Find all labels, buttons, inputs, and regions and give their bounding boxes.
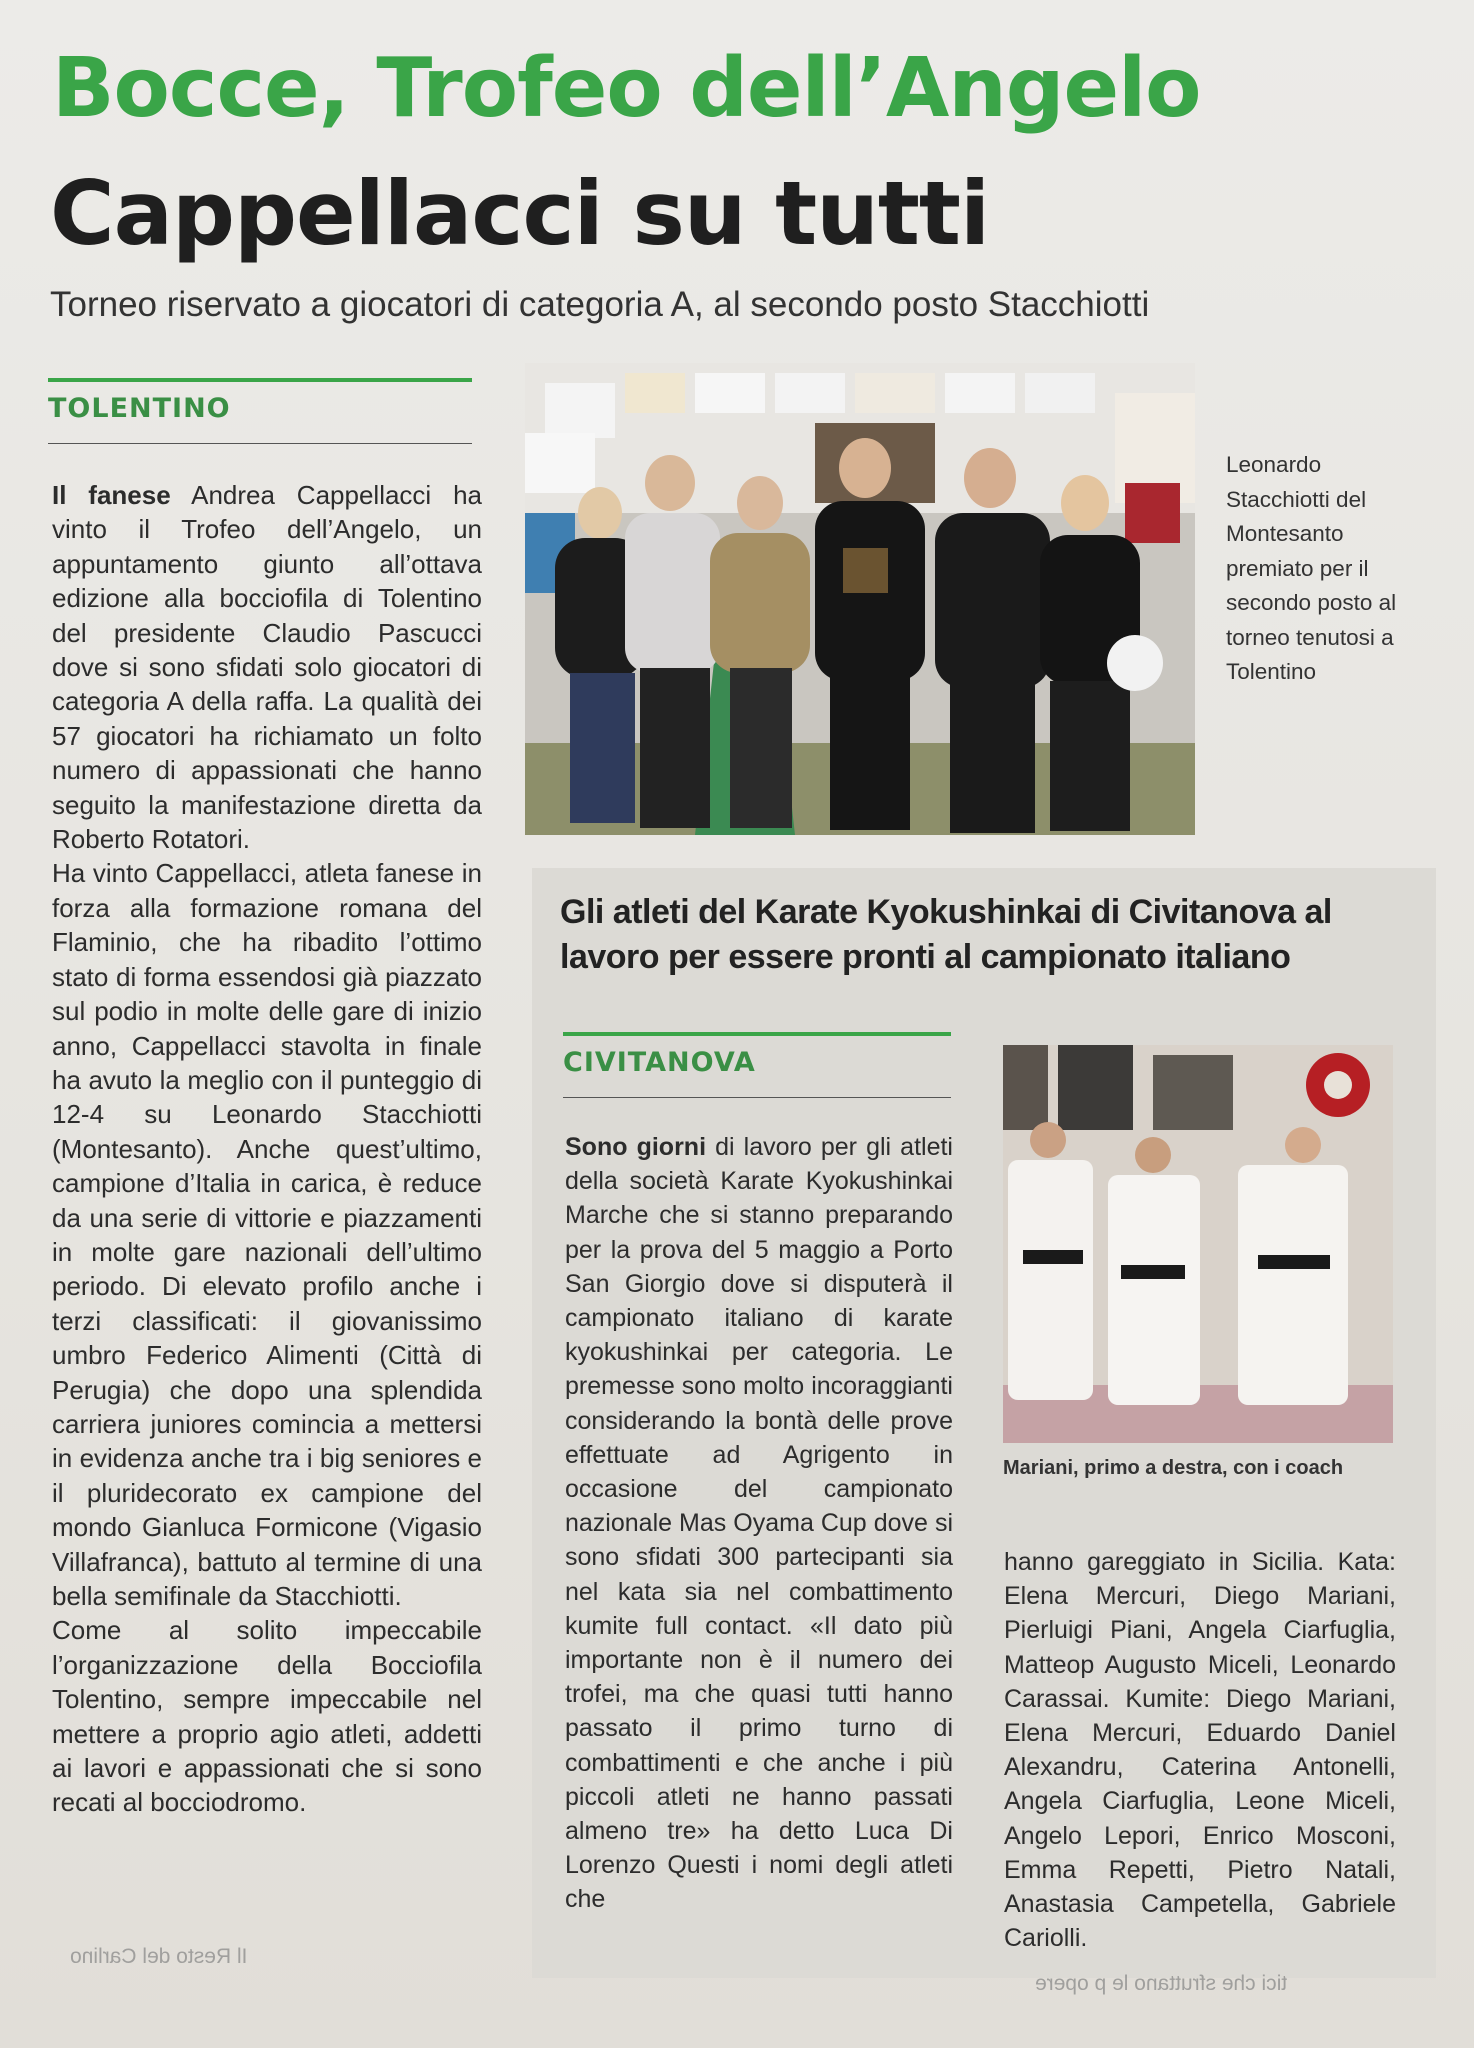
show-through-text-left: Il Resto del Carlino: [70, 1945, 248, 1968]
karate-col1-text: di lavoro per gli atleti della società Karate Kyokushinkai Marche che si stanno preparando per la prova del 5 maggio a Porto San Giorgio dove si disputerà il campionato italiano di karate kyokushinkai per categoria. Le premesse sono molto incoraggianti considerando la bontà delle prove effettuate ad Agrigento in occasione del campionato nazionale Mas Oyama Cup dove si sono sfidati 300 partecipanti sia nel kata sia nel combattimento kumite full contact. «Il dato più importante non è il numero dei trofei, ma che quasi tutti hanno passato il primo turno di combattimenti e che anche i più piccoli atleti ne hanno passati almeno tre» ha detto Luca Di Lorenzo Questi i nomi degli atleti che: [565, 1133, 953, 1914]
karate-body-col2: [1004, 1545, 1396, 1955]
show-through-text-right: tici che sfruttano le p opere: [1035, 1972, 1288, 1995]
section-rule: [48, 378, 472, 382]
article1-body: [52, 478, 482, 1820]
lead-in: Il fanese: [52, 480, 171, 510]
karate-col2-text: hanno gareggiato in Sicilia. Kata: Elena Mercuri, Diego Mariani, Pierluigi Piani, Angela Ciarfuglia, Matteop Augusto Miceli, Leonardo Carassai. Kumite: Diego Mariani, Elena Mercuri, Eduardo Daniel Alexandru, Caterina Antonelli, Angela Ciarfuglia, Leone Miceli, Angelo Lepori, Enrico Mosconi, Emma Repetti, Pietro Natali, Anastasia Campetella, Gabriele Cariolli.: [1004, 1548, 1396, 1953]
section-label-tolentino: TOLENTINO: [48, 393, 231, 424]
karate-photo-illustration: [1003, 1045, 1393, 1443]
section-label-civitanova: CIVITANOVA: [563, 1047, 756, 1078]
section-rule-civitanova: [563, 1032, 951, 1036]
section-underline: [48, 443, 472, 444]
award-photo: [525, 363, 1195, 835]
photo-caption-mariani: Mariani, primo a destra, con i coach: [1003, 1457, 1344, 1479]
article1-para-1: [52, 478, 482, 856]
photo-caption-stacchiotti: Leonardo Stacchiotti del Montesanto premiato per il secondo posto al torneo tenutosi a Tolentino: [1226, 452, 1397, 684]
article1-para1-text: Andrea Cappellacci ha vinto il Trofeo dell’Angelo, un appuntamento giunto all’ottava edizione alla bocciofila di Tolentino del presidente Claudio Pascucci dove si sono sfidati solo giocatori di categoria A della raffa. La qualità dei 57 giocatori ha richiamato un folto numero di appassionati che hanno seguito la manifestazione diretta da Roberto Rotatori.: [52, 480, 482, 855]
karate-photo: [1003, 1045, 1393, 1443]
section-underline-civitanova: [563, 1097, 951, 1098]
article1-para-3: Come al solito impeccabile l’organizzazione della Bocciofila Tolentino, sempre impeccabile nel mettere a proprio agio atleti, addetti ai lavori e appassionati che si sono recati al bocciodromo.: [52, 1615, 482, 1818]
headline-line2: Cappellacci su tutti: [50, 162, 990, 265]
article1-para-2: Ha vinto Cappellacci, atleta fanese in forza alla formazione romana del Flaminio, che ha ribadito l’ottimo stato di forma essendosi già piazzato sul podio in molte delle gare di inizio anno, Cappellacci stavolta in finale ha avuto la meglio con il punteggio di 12-4 su Leonardo Stacchiotti (Montesanto). Anche quest’ultimo, campione d’Italia in carica, è reduce da una serie di vittorie e piazzamenti in molte gare nazionali dell’ultimo periodo. Di elevato profilo anche i terzi classificati: il giovanissimo umbro Federico Alimenti (Città di Perugia) che dopo una splendida carriera juniores comincia a mettersi in evidenza anche tra i big seniores e il pluridecorato ex campione del mondo Gianluca Formicone (Vigasio Villafranca), battuto al termine di una bella semifinale da Stacchiotti.: [52, 858, 482, 1611]
karate-lead-in: Sono giorni: [565, 1133, 707, 1161]
karate-para: [565, 1130, 953, 1917]
headline-line1: Bocce, Trofeo dell’Angelo: [52, 41, 1201, 136]
karate-title: Gli atleti del Karate Kyokushinkai di Civitanova al lavoro per essere pronti al campionato italiano: [560, 893, 1332, 976]
karate-body-col1: [565, 1130, 953, 1917]
award-photo-illustration: [525, 363, 1195, 835]
subtitle: Torneo riservato a giocatori di categoria A, al secondo posto Stacchiotti: [50, 285, 1150, 324]
